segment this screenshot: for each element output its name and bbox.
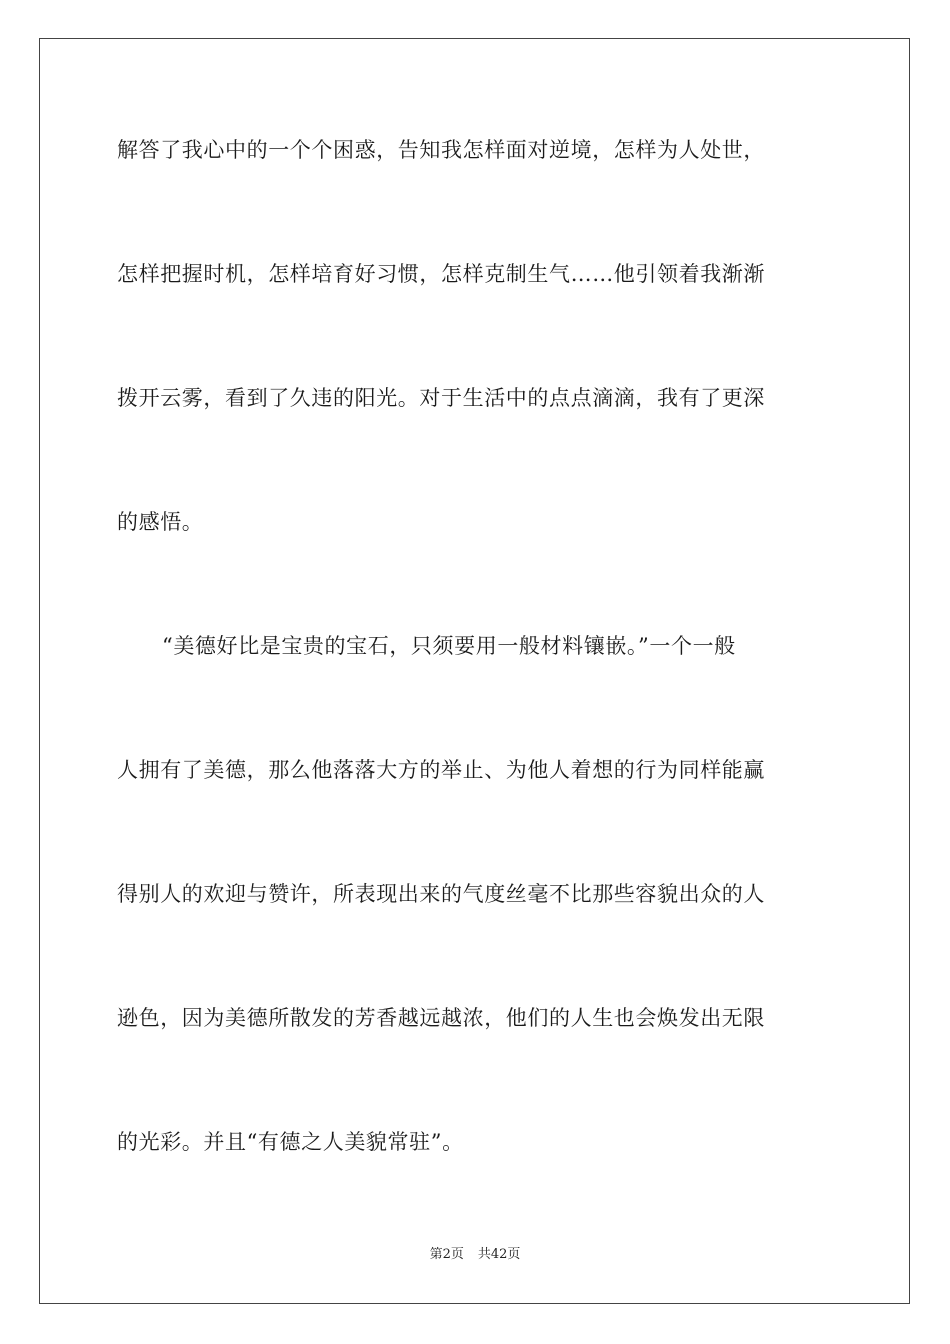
text-line-5: “美德好比是宝贵的宝石，只须要用一般材料镶嵌。”一个一般 [162,634,736,658]
text-line-1: 解答了我心中的一个个困惑，告知我怎样面对逆境，怎样为人处世， [117,138,765,162]
text-line-8: 逊色，因为美德所散发的芳香越远越浓，他们的人生也会焕发出无限 [117,1006,765,1030]
page-total: 共42页 [477,1247,521,1262]
text-line-4: 的感悟。 [117,510,204,534]
text-line-9: 的光彩。并且“有德之人美貌常驻”。 [117,1130,464,1154]
page-number: 第2页 [429,1247,464,1262]
text-line-6: 人拥有了美德，那么他落落大方的举止、为他人着想的行为同样能赢 [117,758,765,782]
page-footer [0,1246,950,1264]
text-line-7: 得别人的欢迎与赞许，所表现出来的气度丝毫不比那些容貌出众的人 [117,882,765,906]
page-frame [39,38,910,1304]
text-line-2: 怎样把握时机，怎样培育好习惯，怎样克制生气……他引领着我渐渐 [117,262,765,286]
text-line-3: 拨开云雾，看到了久违的阳光。对于生活中的点点滴滴，我有了更深 [117,386,765,410]
